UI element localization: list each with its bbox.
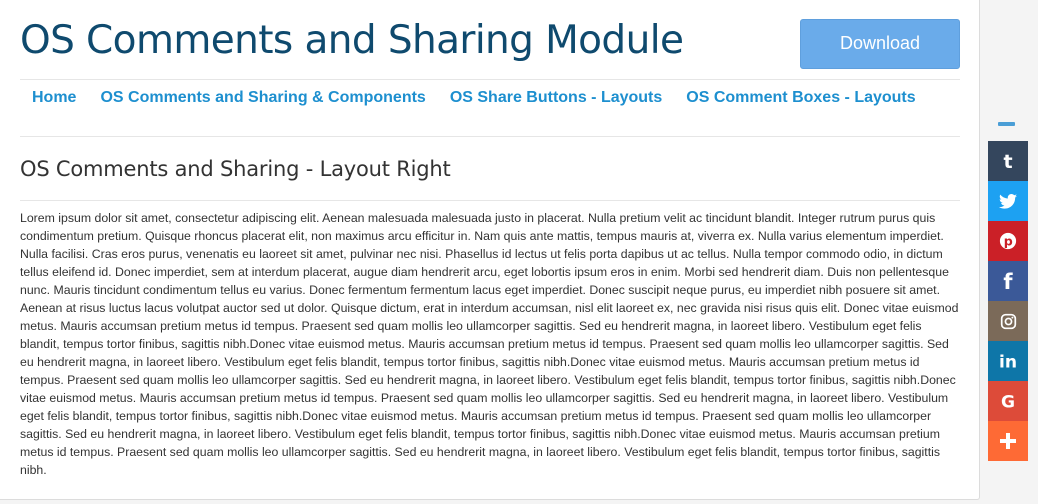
svg-text:f: f (1003, 271, 1013, 291)
svg-text:in: in (998, 352, 1018, 370)
share-more-button[interactable] (988, 421, 1028, 461)
divider (20, 79, 960, 80)
site-title: OS Comments and Sharing Module (20, 18, 684, 63)
instagram-icon (1000, 313, 1017, 330)
page-heading: OS Comments and Sharing - Layout Right (20, 157, 451, 181)
svg-text:G: G (1000, 392, 1016, 410)
share-twitter-button[interactable] (988, 181, 1028, 221)
divider (20, 136, 960, 137)
svg-text:p: p (1003, 233, 1013, 249)
nav-link-components[interactable]: OS Comments and Sharing & Components (100, 89, 426, 106)
plus-icon (999, 432, 1017, 450)
collapse-toggle-icon[interactable] (998, 122, 1015, 126)
share-pinterest-button[interactable] (988, 221, 1028, 261)
article-body: Lorem ipsum dolor sit amet, consectetur adipiscing elit. Aenean malesuada malesuada justo in placerat. Nulla pretium velit ac tincidunt blandit. Integer rutrum purus quis condimentum pretium. Quisque rhoncus placerat elit, non maximus arcu efficitur in. Nam quis ante mattis, tempus mauris at, viverra ex. Nulla varius elementum imperdiet. Nulla facilisi. Cras eros purus, venenatis eu laoreet sit amet, pulvinar nec nisi. Phasellus id lectus ut felis porta dapibus ut ac tellus. Nulla tempor commodo odio, in dictum tellus eleifend id. Donec imperdiet, sem at interdum placerat, augue diam hendrerit arcu, eget lobortis ipsum eros in enim. Morbi sed hendrerit diam. Duis non pellentesque nunc. Mauris tincidunt condimentum tellus eu varius. Donec fermentum fermentum lacus eget imperdiet. Donec suscipit neque purus, eu imperdiet nibh posuere sit amet. Aenean at risus luctus lacus volutpat auctor sed ut dolor. Quisque dictum, erat in interdum accumsan, nisl elit laoreet ex, nec gravida nisi risus quis elit. Donec vitae euismod metus. Mauris accumsan pretium metus id tempus. Praesent sed quam mollis leo ullamcorper sagittis. Sed eu hendrerit magna, in laoreet libero. Vestibulum eget felis blandit, tempus tortor finibus, sagittis nibh.Donec vitae euismod metus. Mauris accumsan pretium metus id tempus. Praesent sed quam mollis leo ullamcorper sagittis. Sed eu hendrerit magna, in laoreet libero. Vestibulum eget felis blandit, tempus tortor finibus, sagittis nibh.Donec vitae euismod metus. Mauris accumsan pretium metus id tempus. Praesent sed quam mollis leo ullamcorper sagittis. Sed eu hendrerit magna, in laoreet libero. Vestibulum eget felis blandit, tempus tortor finibus, sagittis nibh.Donec vitae euismod metus. Mauris accumsan pretium metus id tempus. Praesent sed quam mollis leo ullamcorper sagittis. Sed eu hendrerit magna, in laoreet libero. Vestibulum eget felis blandit, tempus tortor finibus, sagittis nibh.Donec vitae euismod metus. Mauris accumsan pretium metus id tempus. Praesent sed quam mollis leo ullamcorper sagittis. Sed eu hendrerit magna, in laoreet libero. Vestibulum eget felis blandit, tempus tortor finibus, sagittis nibh.Donec vitae euismod metus. Mauris accumsan pretium metus id tempus. Praesent sed quam mollis leo ullamcorper sagittis. Sed eu hendrerit magna, in laoreet libero. Vestibulum eget felis blandit, tempus tortor finibus, sagittis nibh. (20, 211, 959, 477)
twitter-icon (999, 194, 1017, 209)
main-nav (20, 86, 928, 110)
nav-link-home[interactable]: Home (32, 89, 77, 106)
share-instagram-button[interactable] (988, 301, 1028, 341)
facebook-icon (1002, 271, 1014, 291)
tumblr-icon (1000, 152, 1016, 170)
share-google-plus-button[interactable] (988, 381, 1028, 421)
share-linkedin-button[interactable] (988, 341, 1028, 381)
nav-link-share-buttons-layouts[interactable]: OS Share Buttons - Layouts (449, 89, 663, 106)
pinterest-icon (999, 232, 1017, 250)
google-plus-icon (999, 392, 1017, 410)
svg-text:t: t (1003, 152, 1013, 170)
share-tumblr-button[interactable] (988, 141, 1028, 181)
linkedin-icon (998, 352, 1018, 370)
nav-link-comment-boxes-layouts[interactable]: OS Comment Boxes - Layouts (686, 89, 916, 106)
divider (20, 200, 960, 201)
share-facebook-button[interactable] (988, 261, 1028, 301)
download-button[interactable]: Download (800, 19, 960, 69)
